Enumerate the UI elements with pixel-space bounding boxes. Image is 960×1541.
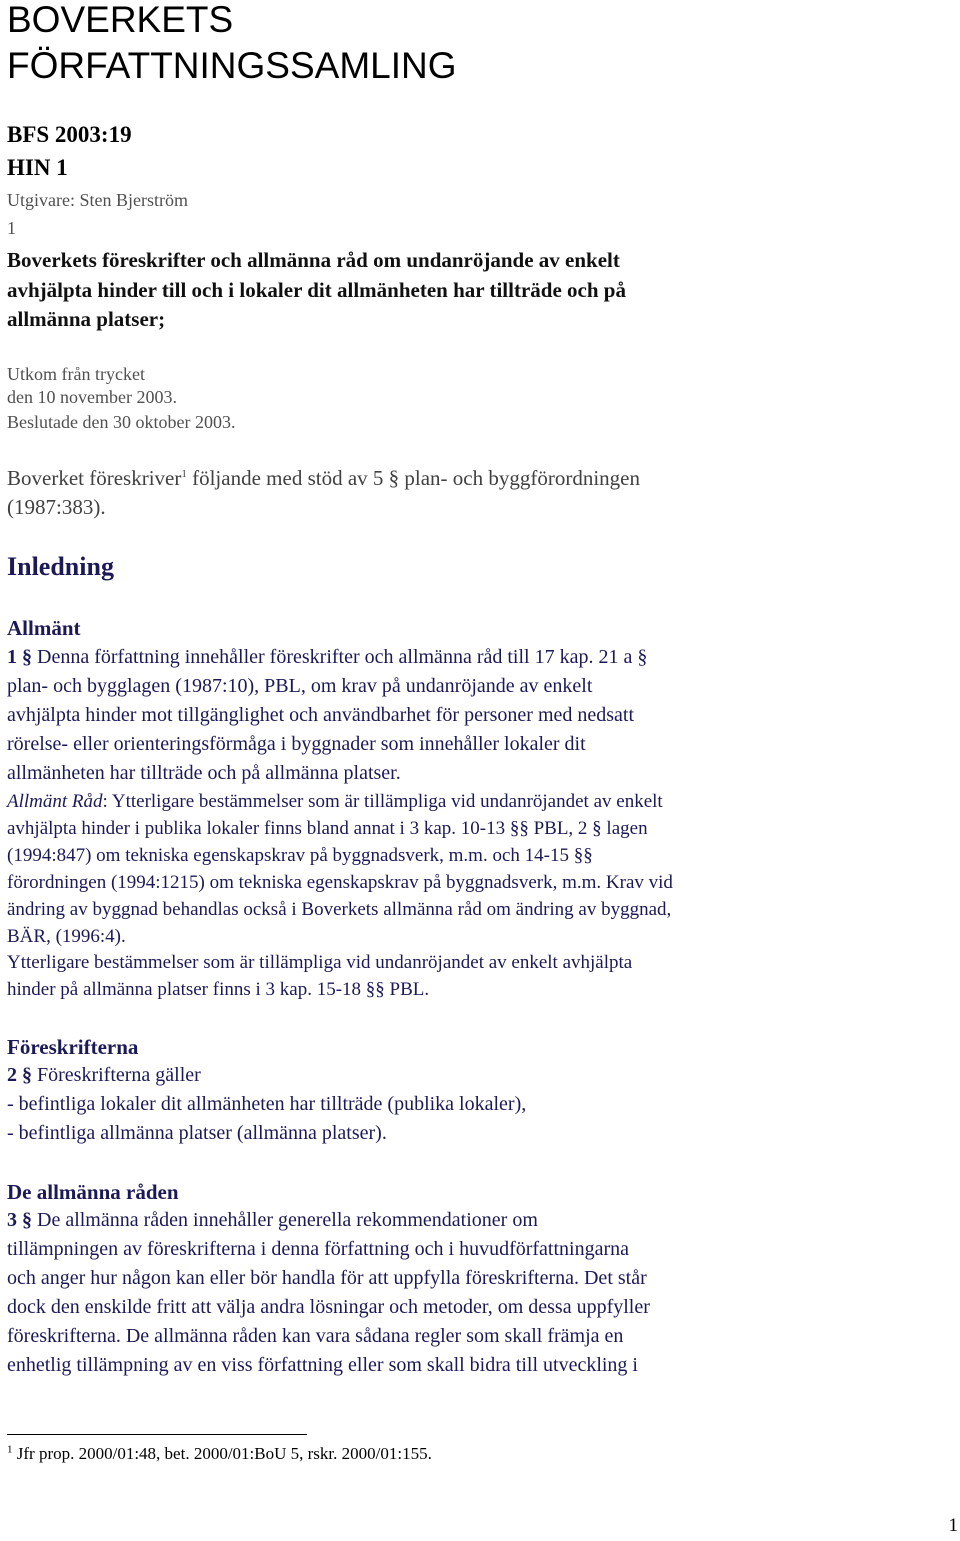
hin-number: HIN 1	[7, 155, 68, 180]
footnote-ref: 1	[181, 468, 187, 480]
page-number: 1	[948, 1515, 958, 1536]
intro-line-1	[7, 466, 640, 491]
ar-text-1: : Ytterligare bestämmelser som är tillämpliga vid undanröjandet av enkelt	[102, 791, 663, 812]
intro-line-2: (1987:383).	[7, 495, 106, 519]
p1-text-1: Denna författning innehåller föreskrifter och allmänna råd till 17 kap. 21 a §	[32, 646, 648, 668]
footnote	[7, 1444, 432, 1464]
p1-line-4: rörelse- eller orienteringsförmåga i byggnader som innehåller lokaler dit	[7, 733, 586, 755]
p2-number: 2 §	[7, 1064, 32, 1086]
p2-line-2: - befintliga lokaler dit allmänheten har tillträde (publika lokaler),	[7, 1093, 527, 1115]
ar-line-1	[7, 791, 663, 813]
heading-foreskrifterna: Föreskrifterna	[7, 1035, 139, 1059]
header-line-2: FÖRFATTNINGSSAMLING	[7, 45, 457, 86]
p3-line-6: enhetlig tillämpning av en viss författning eller som skall bidra till utveckling i	[7, 1354, 638, 1376]
intro-text-b: följande med stöd av 5 § plan- och byggförordningen	[186, 466, 640, 490]
footnote-text: Jfr prop. 2000/01:48, bet. 2000/01:BoU 5, rskr. 2000/01:155.	[12, 1444, 432, 1463]
ar-line-8: hinder på allmänna platser finns i 3 kap. 15-18 §§ PBL.	[7, 979, 430, 1000]
ar-label: Allmänt Råd	[7, 791, 103, 812]
p3-line-3: och anger hur någon kan eller bör handla för att uppfylla föreskrifterna. Det står	[7, 1267, 647, 1289]
heading-inledning: Inledning	[7, 552, 114, 581]
p3-line-1	[7, 1209, 538, 1232]
p3-line-5: föreskrifterna. De allmänna råden kan vara sådana regler som skall främja en	[7, 1325, 624, 1347]
published-label: Utkom från trycket	[7, 364, 145, 384]
p3-text-1: De allmänna råden innehåller generella rekommendationer om	[32, 1209, 538, 1231]
ar-line-7: Ytterligare bestämmelser som är tillämpliga vid undanröjandet av enkelt avhjälpta	[7, 952, 633, 973]
footnote-rule	[7, 1434, 307, 1435]
ar-line-6: BÄR, (1996:4).	[7, 926, 126, 947]
heading-allmanna-raden: De allmänna råden	[7, 1180, 179, 1204]
p2-line-1	[7, 1064, 201, 1087]
p3-number: 3 §	[7, 1209, 32, 1231]
p1-line-1	[7, 646, 647, 669]
bfs-number: BFS 2003:19	[7, 122, 132, 147]
title-line-2: avhjälpta hinder till och i lokaler dit allmänheten har tillträde och på	[7, 278, 626, 302]
p3-line-4: dock den enskilde fritt att välja andra lösningar och metoder, om dessa uppfyller	[7, 1296, 650, 1318]
header-line-1: BOVERKETS	[7, 0, 234, 40]
ar-line-4: förordningen (1994:1215) om tekniska egenskapskrav på byggnadsverk, m.m. Krav vid	[7, 872, 673, 893]
ar-line-5: ändring av byggnad behandlas också i Boverkets allmänna råd om ändring av byggnad,	[7, 899, 672, 920]
subheading-allmant: Allmänt	[7, 616, 81, 640]
title-line-3: allmänna platser;	[7, 307, 166, 331]
publisher: Utgivare: Sten Bjerström	[7, 190, 188, 210]
p3-line-2: tillämpningen av föreskrifterna i denna författning och i huvudförfattningarna	[7, 1238, 630, 1260]
p1-line-3: avhjälpta hinder mot tillgänglighet och användbarhet för personer med nedsatt	[7, 704, 635, 726]
p1-number: 1 §	[7, 646, 32, 668]
decision-date: Beslutade den 30 oktober 2003.	[7, 412, 236, 432]
title-line-1: Boverkets föreskrifter och allmänna råd om undanröjande av enkelt	[7, 248, 620, 272]
document-number: 1	[7, 218, 16, 238]
p1-line-2: plan- och bygglagen (1987:10), PBL, om krav på undanröjande av enkelt	[7, 675, 593, 697]
published-date: den 10 november 2003.	[7, 387, 177, 407]
ar-line-3: (1994:847) om tekniska egenskapskrav på byggnadsverk, m.m. och 14-15 §§	[7, 845, 593, 866]
footnote-number: 1	[7, 1443, 13, 1456]
ar-line-2: avhjälpta hinder i publika lokaler finns bland annat i 3 kap. 10-13 §§ PBL, 2 § lagen	[7, 818, 648, 839]
intro-text-a: Boverket föreskriver	[7, 466, 182, 490]
p2-line-3: - befintliga allmänna platser (allmänna platser).	[7, 1122, 387, 1144]
p2-text-1: Föreskrifterna gäller	[32, 1064, 201, 1086]
p1-line-5: allmänheten har tillträde och på allmänna platser.	[7, 762, 401, 784]
